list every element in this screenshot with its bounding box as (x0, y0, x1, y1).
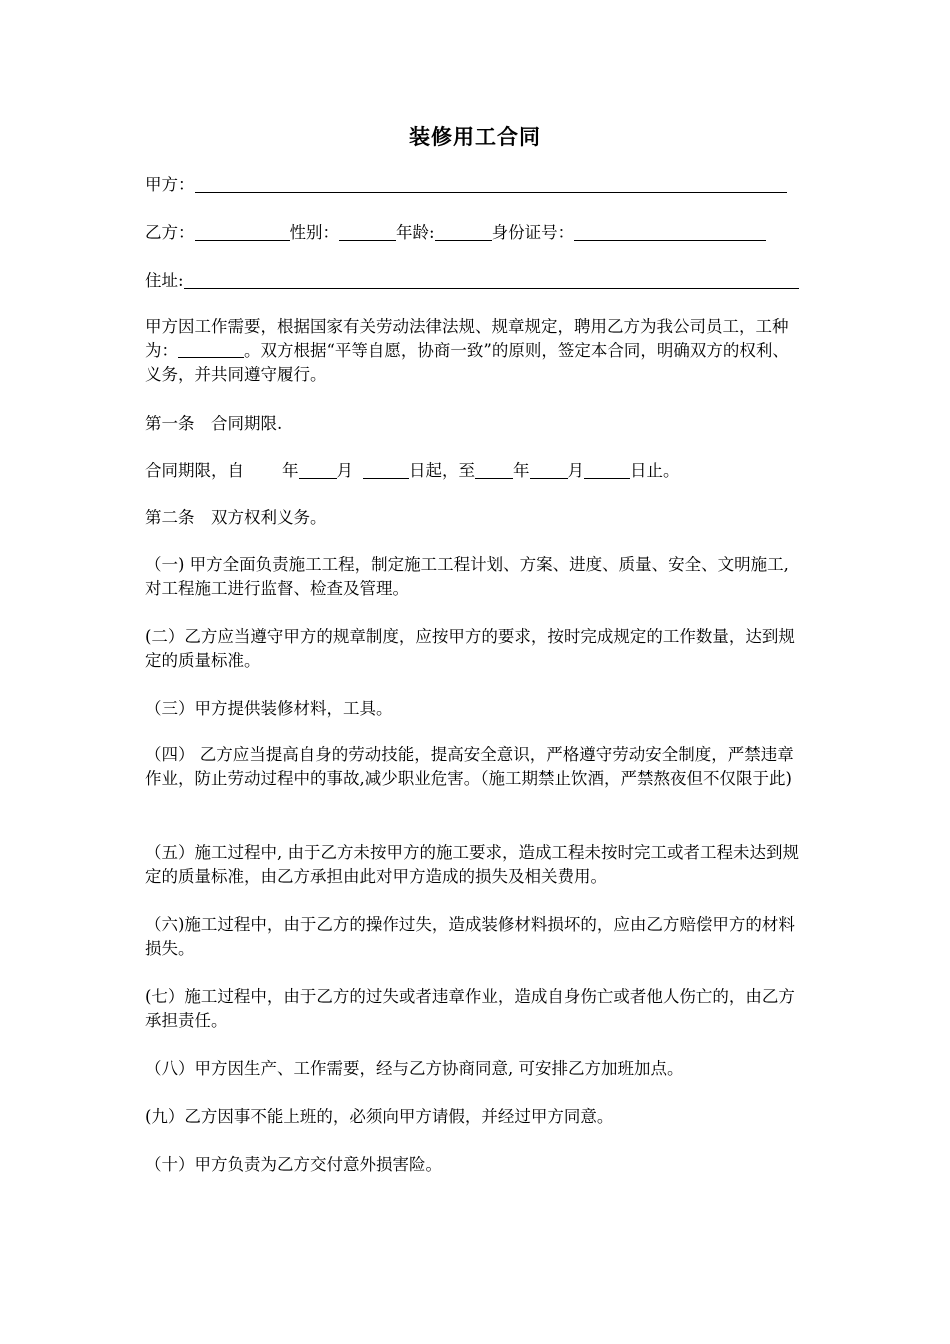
clause-5: （五）施工过程中, 由于乙方未按甲方的施工要求，造成工程未按时完工或者工程未达到规定的质量标准，由乙方承担由此对甲方造成的损失及相关费用。 (145, 843, 799, 886)
clause-6: （六)施工过程中，由于乙方的操作过失，造成装修材料损坏的，应由乙方赔偿甲方的材料损失。 (145, 915, 795, 958)
party-b-label: 乙方： (145, 223, 195, 242)
clause-8: （八）甲方因生产、工作需要，经与乙方协商同意, 可安排乙方加班加点。 (145, 1059, 684, 1078)
term-year-2: 年 (513, 461, 530, 480)
article-2-heading: 第二条 双方权利义务。 (145, 508, 327, 527)
term-month-2: 月 (567, 461, 584, 480)
document-title: 装修用工合同 (409, 125, 541, 149)
article-1-heading: 第一条 合同期限. (145, 414, 283, 433)
clause-9: (九）乙方因事不能上班的，必须向甲方请假，并经过甲方同意。 (145, 1107, 614, 1126)
start-day-field[interactable] (363, 461, 409, 479)
term-year-1: 年 (282, 461, 299, 480)
term-month-1: 月 (336, 461, 353, 480)
gender-field[interactable] (339, 223, 396, 241)
job-type-field[interactable] (178, 343, 244, 358)
intro-text-1: 甲方因工作需要，根据国家有关劳动法律法规、规章规定，聘用乙方为我公司员工，工种为： (145, 317, 789, 360)
party-b-line (145, 220, 766, 246)
end-day-field[interactable] (584, 461, 630, 479)
term-prefix: 合同期限，自 (145, 461, 244, 480)
clause-3: （三）甲方提供装修材料，工具。 (145, 699, 393, 718)
age-field[interactable] (435, 223, 492, 241)
party-a-line (145, 172, 787, 198)
intro-text-2: 。双方根据“平等自愿，协商一致”的原则，签定本合同，明确双方的权利、义务，并共同遵守履行。 (145, 341, 789, 384)
clause-10: （十）甲方负责为乙方交付意外损害险。 (145, 1155, 442, 1174)
term-day-from: 日起，至 (409, 461, 475, 480)
id-number-label: 身份证号： (491, 223, 575, 242)
address-label: 住址: (145, 271, 184, 290)
term-day-to: 日止。 (630, 461, 680, 480)
age-label: 年龄: (396, 223, 435, 242)
clause-7: (七）施工过程中，由于乙方的过失或者违章作业，造成自身伤亡或者他人伤亡的，由乙方承担责任。 (145, 987, 795, 1030)
clause-1: （一) 甲方全面负责施工工程，制定施工工程计划、方案、进度、质量、安全、文明施工,对工程施工进行监督、检查及管理。 (145, 555, 789, 598)
party-a-label: 甲方： (145, 175, 195, 194)
end-year-field[interactable] (475, 461, 513, 479)
address-line (145, 268, 799, 294)
clause-2: (二）乙方应当遵守甲方的规章制度，应按甲方的要求，按时完成规定的工作数量，达到规定的质量标准。 (145, 627, 795, 670)
contract-term-line (145, 458, 680, 484)
party-b-name-field[interactable] (195, 223, 290, 241)
party-a-field[interactable] (195, 175, 787, 193)
gender-label: 性别： (289, 223, 339, 242)
clause-4: （四） 乙方应当提高自身的劳动技能，提高安全意识，严格遵守劳动安全制度，严禁违章作业，防止劳动过程中的事故,减少职业危害。（施工期禁止饮酒，严禁熬夜但不仅限于此) (145, 745, 794, 788)
start-month-field[interactable] (299, 461, 337, 479)
address-field[interactable] (184, 271, 799, 289)
intro-paragraph (145, 315, 805, 387)
id-number-field[interactable] (574, 223, 766, 241)
end-month-field[interactable] (530, 461, 568, 479)
